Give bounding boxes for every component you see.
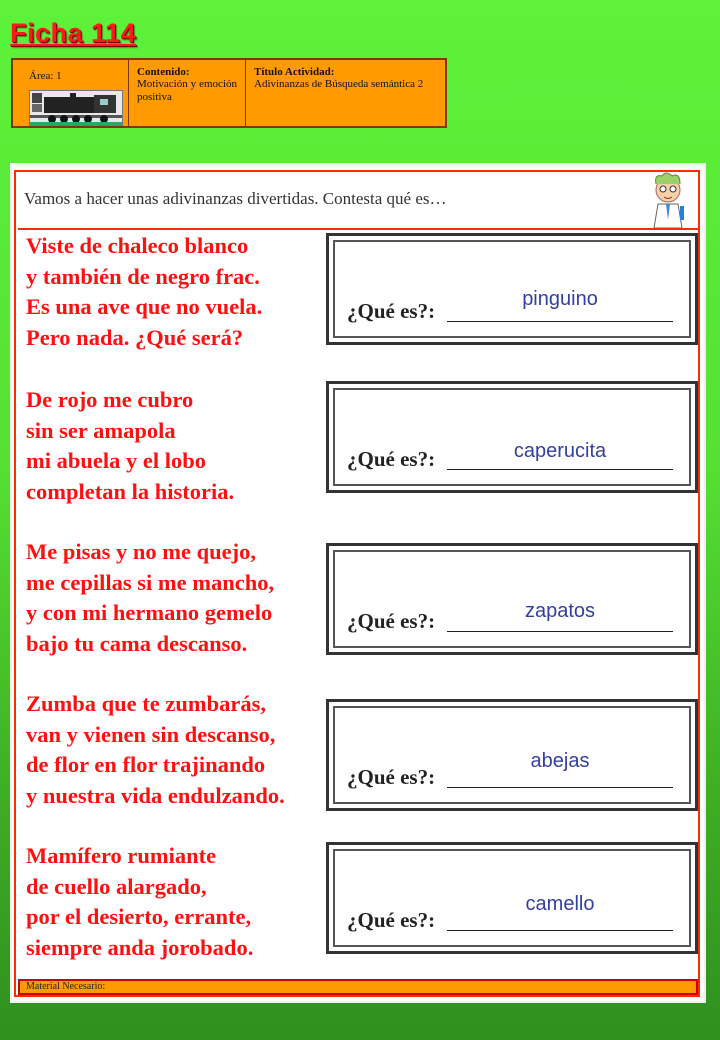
- riddle-2: [26, 385, 326, 507]
- riddle-4: [26, 689, 326, 811]
- answer-line: [447, 321, 673, 322]
- question-label: ¿Qué es?:: [347, 908, 436, 932]
- titulo-value: Adivinanzas de Búsqueda semántica 2: [254, 78, 424, 90]
- answer-box-1: [326, 233, 698, 345]
- answer-field[interactable]: camello: [525, 893, 595, 915]
- answer-line: [447, 787, 673, 788]
- instruction-text: Vamos a hacer unas adivinanzas divertidas. Contesta qué es…: [24, 189, 447, 208]
- answer-field[interactable]: caperucita: [513, 440, 607, 462]
- area-cell: [13, 60, 129, 126]
- answer-line: [447, 469, 673, 470]
- answer-line: [447, 930, 673, 931]
- riddle-line: bajo tu cama descanso.: [26, 630, 248, 656]
- riddle-line: de flor en flor trajinando: [26, 752, 266, 777]
- answer-field[interactable]: zapatos: [524, 600, 596, 622]
- contenido-label: Contenido:: [137, 66, 190, 78]
- riddle-line: sin ser amapola: [26, 417, 176, 443]
- riddle-line: Zumba que te zumbarás,: [26, 691, 267, 716]
- riddle-line: Viste de chaleco blanco: [26, 233, 249, 258]
- question-label: ¿Qué es?:: [347, 299, 436, 323]
- titulo-cell: [246, 60, 445, 126]
- riddle-1: [26, 231, 326, 353]
- riddle-line: mi abuela y el lobo: [26, 448, 207, 473]
- riddle-line: Pero nada. ¿Qué será?: [26, 324, 244, 350]
- riddle-line: Es una ave que no vuela.: [26, 294, 263, 319]
- answer-field[interactable]: pinguino: [522, 288, 598, 310]
- riddle-line: De rojo me cubro: [26, 387, 194, 412]
- answer-box-5: [326, 842, 698, 954]
- riddle-line: de cuello alargado,: [26, 873, 207, 899]
- answer-box-3: [326, 543, 698, 655]
- riddle-line: por el desierto, errante,: [26, 904, 252, 929]
- riddle-line: Me pisas y no me quejo,: [26, 539, 256, 564]
- riddle-line: van y vienen sin descanso,: [26, 721, 276, 747]
- answer-box-2: [326, 381, 698, 493]
- info-table: [11, 58, 447, 128]
- riddle-line: y con mi hermano gemelo: [26, 600, 273, 625]
- answer-box-4: [326, 699, 698, 811]
- riddle-line: y también de negro frac.: [26, 263, 260, 289]
- riddle-line: completan la historia.: [26, 478, 235, 504]
- contenido-value: Motivación y emoción positiva: [137, 78, 237, 104]
- question-label: ¿Qué es?:: [347, 447, 436, 471]
- riddle-line: y nuestra vida endulzando.: [26, 782, 285, 808]
- answer-field[interactable]: abejas: [530, 750, 590, 772]
- material-bar: Material Necesario:: [18, 979, 698, 995]
- question-label: ¿Qué es?:: [347, 609, 436, 633]
- question-label: ¿Qué es?:: [347, 765, 436, 789]
- riddle-line: me cepillas si me mancho,: [26, 569, 275, 595]
- professor-icon: [640, 170, 700, 230]
- answer-line: [447, 631, 673, 632]
- riddle-line: siempre anda jorobado.: [26, 934, 254, 960]
- contenido-cell: [129, 60, 246, 126]
- riddle-3: [26, 537, 326, 659]
- train-icon: [29, 90, 123, 126]
- area-label: Área: 1: [29, 70, 62, 82]
- worksheet: [10, 163, 706, 1003]
- page-title: Ficha 114: [10, 18, 137, 48]
- riddle-5: [26, 841, 326, 963]
- header-divider: [18, 228, 698, 230]
- riddle-line: Mamífero rumiante: [26, 843, 217, 868]
- titulo-label: Título Actividad:: [254, 66, 335, 78]
